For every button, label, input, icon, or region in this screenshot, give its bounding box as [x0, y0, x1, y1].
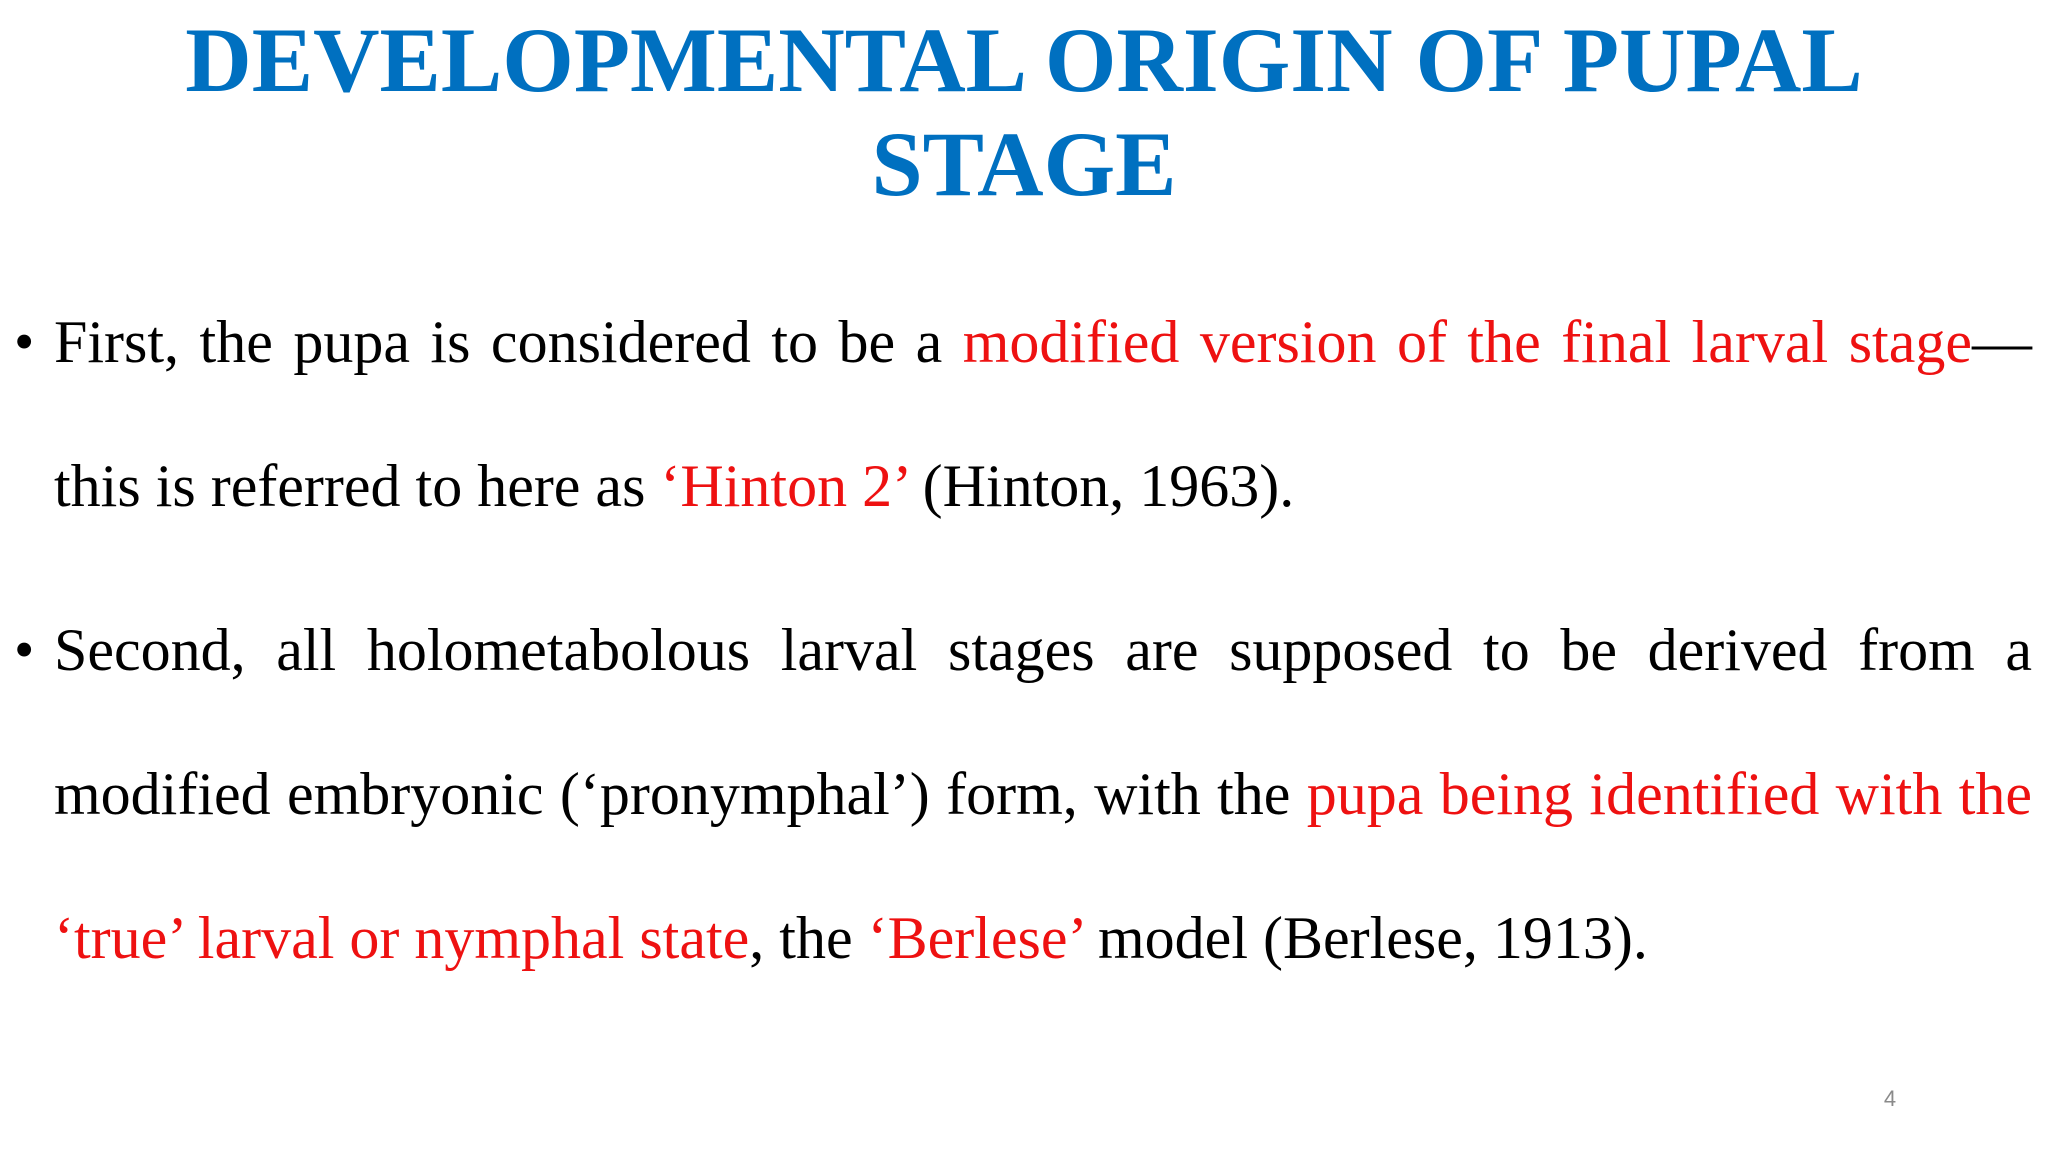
slide-title [0, 8, 2048, 216]
bullet-2-segment-3: , the [749, 905, 868, 971]
slide-title-line-1: DEVELOPMENTAL ORIGIN OF PUPAL [185, 9, 1863, 111]
bullet-1-highlight-modified-version: modified version of the final larval stage [962, 309, 1972, 375]
bullet-1-segment-1: First, the pupa is considered to be a [54, 309, 963, 375]
bullet-1-citation: (Hinton, 1963). [907, 453, 1295, 519]
bullet-2-segment-1: Second, all holometabolous larval stages are supposed to be derived from a modified embryonic (‘pronymphal’) form, with the [54, 617, 2032, 827]
bullet-1-highlight-hinton-2: ‘Hinton 2’ [660, 453, 908, 519]
bullet-item-2 [0, 578, 2048, 1010]
bullet-icon: • [14, 309, 35, 374]
bullet-list [0, 270, 2048, 1010]
bullet-item-1 [0, 270, 2048, 558]
page-number: 4 [1883, 1086, 1897, 1111]
slide-title-line-2: STAGE [871, 113, 1177, 215]
bullet-2-highlight-berlese: ‘Berlese’ [867, 905, 1084, 971]
bullet-2-highlight-pupa-identified: pupa being identified with the ‘true’ larval or nymphal state [54, 761, 2032, 971]
bullet-icon: • [14, 617, 35, 682]
bullet-text-2 [54, 578, 2032, 1010]
bullet-2-citation: model (Berlese, 1913). [1083, 905, 1648, 971]
bullet-text-1 [54, 270, 2032, 558]
bullet-1-segment-3: —this is referred to here as [54, 309, 2032, 519]
